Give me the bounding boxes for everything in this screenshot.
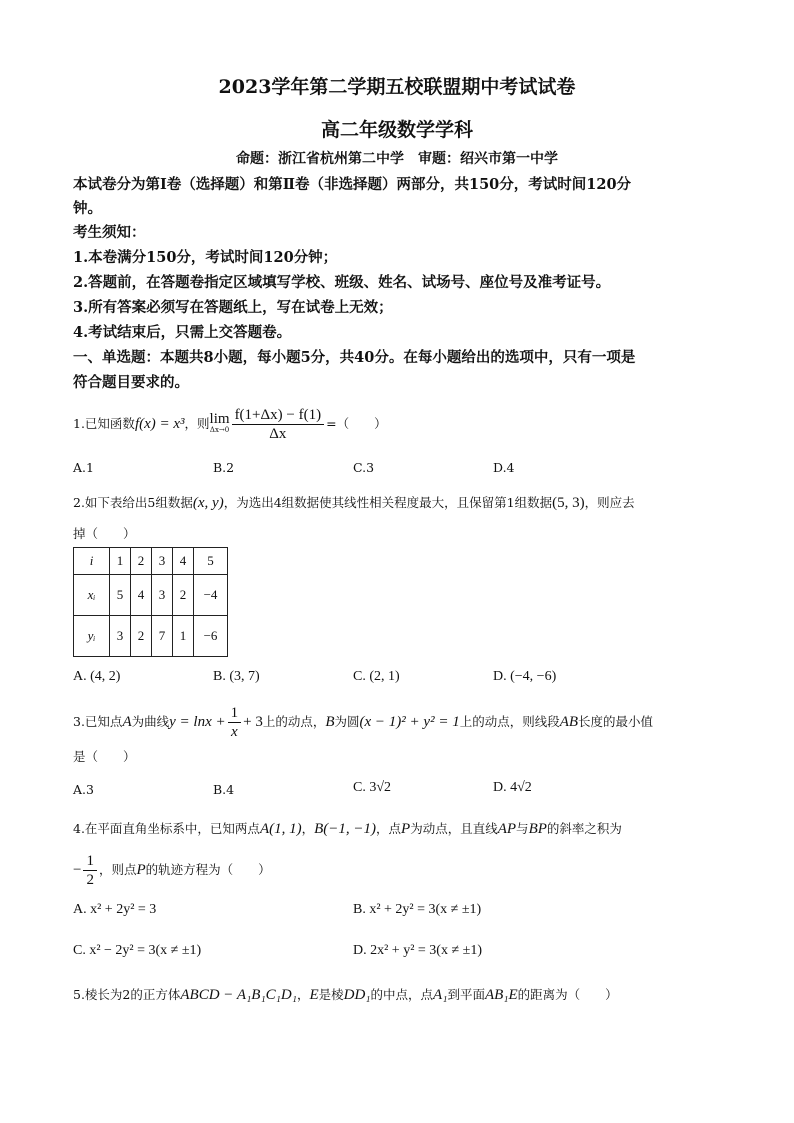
question-3-line-1 <box>73 702 653 742</box>
q4-point-p-2: P <box>136 862 146 878</box>
question-4-line-2: − $\frac{1}{2}$ ，则点P的轨迹方程为（ ） <box>73 853 271 888</box>
table-cell: 1 <box>173 616 194 657</box>
q5-edge: DD₁ <box>343 987 371 1003</box>
q1-limit-sub: Δx→0 <box>209 426 230 434</box>
table-cell: yᵢ <box>87 628 96 643</box>
q4-neg-fraction <box>83 852 97 889</box>
q4-line-ap: AP <box>497 821 517 837</box>
q2-pair: (x, y) <box>192 495 224 511</box>
table-cell: 4 <box>131 575 152 616</box>
q3-segment: AB <box>559 714 579 730</box>
intro-line-1: 本试卷分为第Ⅰ卷（选择题）和第Ⅱ卷（非选择题）两部分，共150分，考试时间120分 <box>73 176 632 193</box>
q4-frac-num: 1 <box>83 852 97 871</box>
q4-option-d: D. 2x² + y² = 3(x ≠ ±1) <box>353 943 482 958</box>
table-cell: 2 <box>131 616 152 657</box>
q5-plane: AB₁E <box>484 987 518 1003</box>
q2-option-d: D. (−4, −6) <box>493 669 557 684</box>
q3-text-c: 上的动点， <box>262 714 326 729</box>
q4-text-c: 为动点，且直线 <box>410 821 498 836</box>
notice-4: 4.考试结束后，只需上交答题卷。 <box>73 324 292 341</box>
q1-fraction <box>232 406 325 443</box>
q3-curve-right: + 3 <box>243 714 263 730</box>
q1-suffix: =（ ） <box>326 416 387 431</box>
q4-text-f: 的轨迹方程为（ ） <box>145 862 271 877</box>
section-1-heading: 一、单选题：本题共8小题，每小题5分，共40分。在每小题给出的选项中，只有一项是 <box>73 349 636 366</box>
q1-denominator: Δx <box>269 426 287 442</box>
table-cell: 5 <box>110 575 131 616</box>
table-header-cell: 5 <box>194 548 228 575</box>
section-1-heading-cont: 符合题目要求的。 <box>73 374 189 391</box>
q3-text-f: 长度的最小值 <box>578 714 654 729</box>
q3-curve-num: 1 <box>228 704 242 723</box>
notice-3: 3.所有答案必须写在答题纸上，写在试卷上无效； <box>73 299 393 316</box>
q2-option-b: B. (3, 7) <box>213 669 260 684</box>
q1-option-d: D.4 <box>493 460 515 475</box>
q5-text-c: 是棱 <box>318 987 344 1002</box>
table-cell: 3 <box>152 575 173 616</box>
q1-option-a: A.1 <box>73 460 94 475</box>
q3-option-a: A.3 <box>73 782 94 797</box>
q3-curve-left: y = lnx + <box>169 714 226 730</box>
q5-point-e: E <box>309 987 319 1003</box>
q4-comma: ， <box>301 821 315 836</box>
table-header-cell: i <box>89 553 94 568</box>
q3-point-b: B <box>325 714 335 730</box>
q5-text-b: ， <box>296 987 310 1002</box>
q2-text-c: ，则应去 <box>584 495 635 510</box>
q1-function: f(x) = x³ <box>134 416 185 432</box>
q3-text-b: 为曲线 <box>131 714 170 729</box>
q1-prefix: 1.已知函数 <box>73 416 135 431</box>
q2-pair-kept: (5, 3) <box>552 495 585 511</box>
question-3-line-2: 是（ ） <box>73 749 136 764</box>
q3-text-a: 3.已知点 <box>73 714 123 729</box>
question-1 <box>73 404 387 444</box>
data-table <box>73 547 228 657</box>
q3-option-d: D. 4√2 <box>493 780 532 795</box>
exam-title: 2023学年第二学期五校联盟期中考试试卷 <box>218 76 576 98</box>
question-2-line-1 <box>73 493 635 512</box>
q1-option-c: C.3 <box>353 460 375 475</box>
q4-frac-den: 2 <box>86 872 94 888</box>
q4-text-a: 4.在平面直角坐标系中，已知两点 <box>73 821 260 836</box>
notice-1: 1.本卷满分150分，考试时间120分钟； <box>73 249 338 266</box>
q5-text-e: 到平面 <box>447 987 485 1002</box>
q4-option-c: C. x² − 2y² = 3(x ≠ ±1) <box>73 943 202 958</box>
notice-title: 考生须知： <box>73 224 146 241</box>
table-cell: −4 <box>194 575 228 616</box>
authors-line: 命题：浙江省杭州第二中学 审题：绍兴市第一中学 <box>236 151 558 167</box>
q1-limit: lim Δx→0 <box>209 411 230 434</box>
q3-circle: (x − 1)² + y² = 1 <box>359 714 460 730</box>
question-4-line-1 <box>73 819 622 838</box>
q4-line-bp: BP <box>528 821 547 837</box>
table-row <box>74 548 228 575</box>
table-cell: xᵢ <box>87 587 96 602</box>
table-header-cell: 1 <box>110 548 131 575</box>
q1-mid: ，则 <box>184 416 210 431</box>
q2-option-c: C. (2, 1) <box>353 669 400 684</box>
q1-option-b: B.2 <box>213 460 235 475</box>
intro-line-2: 钟。 <box>73 200 102 217</box>
q4-point-b: B(−1, −1) <box>314 821 377 837</box>
table-row <box>74 616 228 657</box>
question-2-line-2: 掉（ ） <box>73 526 136 541</box>
q4-point-p: P <box>401 821 411 837</box>
q5-text-d: 的中点，点 <box>370 987 434 1002</box>
q4-text-b: ，点 <box>376 821 402 836</box>
q4-text-e: ，则点 <box>98 862 137 877</box>
q2-text-a: 2.如下表给出5组数据 <box>73 495 193 510</box>
q3-text-e: 上的动点，则线段 <box>459 714 560 729</box>
q2-option-a: A. (4, 2) <box>73 669 121 684</box>
table-header-cell: 2 <box>131 548 152 575</box>
table-cell: 3 <box>110 616 131 657</box>
q3-curve-fraction <box>228 704 242 741</box>
q5-text-a: 5.棱长为2的正方体 <box>73 987 181 1002</box>
question-5 <box>73 985 618 1004</box>
q3-curve-den: x <box>231 724 238 740</box>
q5-point-a1: A₁ <box>433 987 448 1003</box>
q5-cube: ABCD − A₁B₁C₁D₁ <box>180 987 297 1003</box>
table-cell: 7 <box>152 616 173 657</box>
notice-2: 2.答题前，在答题卷指定区域填写学校、班级、姓名、试场号、座位号及准考证号。 <box>73 274 611 291</box>
q4-text-d: 的斜率之积为 <box>546 821 622 836</box>
table-row <box>74 575 228 616</box>
table-header-cell: 4 <box>173 548 194 575</box>
q5-text-f: 的距离为（ ） <box>517 987 618 1002</box>
q3-text-d: 为圆 <box>334 714 360 729</box>
q3-point-a: A <box>122 714 132 730</box>
table-cell: 2 <box>173 575 194 616</box>
q4-option-b: B. x² + 2y² = 3(x ≠ ±1) <box>353 902 482 917</box>
q3-option-c: C. 3√2 <box>353 780 392 795</box>
table-header-cell: 3 <box>152 548 173 575</box>
exam-subtitle: 高二年级数学学科 <box>320 119 473 141</box>
q1-numerator: f(1+Δx) − f(1) <box>232 406 325 425</box>
q4-text-and: 与 <box>516 821 529 836</box>
q3-option-b: B.4 <box>213 782 235 797</box>
q2-text-b: ，为选出4组数据使其线性相关程度最大，且保留第1组数据 <box>223 495 553 510</box>
table-cell: −6 <box>194 616 228 657</box>
q4-point-a: A(1, 1) <box>259 821 302 837</box>
q4-option-a: A. x² + 2y² = 3 <box>73 902 157 917</box>
